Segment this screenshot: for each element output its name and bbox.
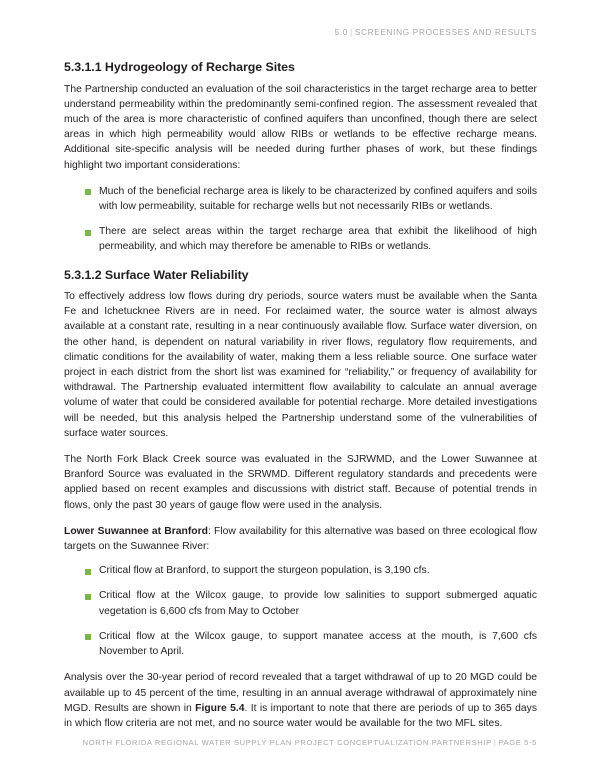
figure-reference: Figure 5.4 [195,702,245,714]
footer-separator: | [493,738,497,747]
list-item-text: Critical flow at Branford, to support the sturgeon population, is 3,190 cfs. [99,565,430,577]
paragraph-analysis-closing [64,670,537,731]
section-heading-surface-water: 5.3.1.2 Surface Water Reliability [64,267,249,282]
paragraph-surface-water-1: To effectively address low flows during dry periods, source waters must be available when the Santa Fe and Ichetucknee Rivers are in need. For reclaimed water, the source water is almost always available at a constant rate, resulting in a near continuously available flow. Surface water diversion, on the other hand, is dependent on natural variability in river flows, regulatory flow requirements, and climatic conditions for the availability of water, making them a less reliable source. One surface water project in each district from the short list was examined for “reliability,” or frequency of availability for withdrawal. The Partnership evaluated intermittent flow availability to calculate an annual average volume of water that could be considered available for potential recharge. More detailed investigations will be needed, but this analysis helped the Partnership understand some of the vulnerabilities of surface water sources. [64,291,537,439]
list-item [64,184,537,214]
green-square-bullet-icon [85,569,91,575]
list-item [64,629,537,659]
lead-in-bold-label: Lower Suwannee at Branford [64,525,208,537]
footer-page-label: PAGE 5-5 [498,738,537,747]
list-item-text: Critical flow at the Wilcox gauge, to provide low salinities to support submerged aquatic vegetation is 6,600 cfs from May to October [99,590,537,617]
list-item [64,224,537,254]
running-footer [64,738,537,747]
lead-in-rest-text: : Flow availability for this alternative was based on three ecological flow targets on the Suwannee River: [64,525,537,553]
green-square-bullet-icon [85,634,91,640]
bullet-list-flow-targets [64,563,537,659]
header-separator: | [350,28,353,37]
list-item-text: Much of the beneficial recharge area is likely to be characterized by confined aquifers and soils with low permeability, suitable for recharge wells but not necessarily RIBs or wetlands. [99,185,537,212]
list-item [64,588,537,618]
header-chapter-number: 5.0 [334,28,349,37]
closing-text-part-1: Analysis over the 30-year period of record revealed that a target withdrawal of up to 20 MGD could be available up to 45 percent of the time, resulting in an annual average withdrawal of approximately nine MGD. Results are shown in [64,672,537,714]
bullet-list-considerations [64,184,537,255]
footer-document-title: NORTH FLORIDA REGIONAL WATER SUPPLY PLAN PROJECT CONCEPTUALIZATION PARTNERSHIP [82,738,492,747]
section-heading-hydrogeology: 5.3.1.1 Hydrogeology of Recharge Sites [64,60,295,74]
paragraph-surface-water-2: The North Fork Black Creek source was evaluated in the SJRWMD, and the Lower Suwannee at Branford Source was evaluated in the SRWMD. Different regulatory standards and precedents were applied based on recent examples and discussions with district staff. Because of potential trends in flows, only the past 30 years of gauge flow were used in the analysis. [64,454,537,511]
list-item-text: Critical flow at the Wilcox gauge, to support manatee access at the mouth, is 7,600 cfs November to April. [99,630,537,658]
header-chapter-title: SCREENING PROCESSES AND RESULTS [354,28,537,37]
list-item-text: There are select areas within the target recharge area that exhibit the likelihood of high permeability, and which may therefore be amenable to RIBs or wetlands. [99,226,537,253]
running-header [64,28,537,37]
paragraph-hydrogeology-intro: The Partnership conducted an evaluation of the soil characteristics in the target recharge area to better understand permeability within the predominantly semi-confined region. The assessment revealed that much of the area is more characteristic of confined aquifers than unconfined, though there are select areas in which high permeability would allow RIBs or wetlands to be effective recharge means. Additional site-specific analysis will be needed during further phases of work, but these findings highlight two important considerations: [64,83,537,171]
green-square-bullet-icon [85,230,91,236]
list-item [64,563,537,578]
paragraph-lower-suwannee-lead-in [64,524,537,554]
closing-text-part-2: . It is important to note that there are periods of up to 365 days in which flow criteria are not met, and no source water would be available for the two MFL sites. [64,702,537,729]
green-square-bullet-icon [85,594,91,600]
page-content [64,60,537,731]
green-square-bullet-icon [85,189,91,195]
